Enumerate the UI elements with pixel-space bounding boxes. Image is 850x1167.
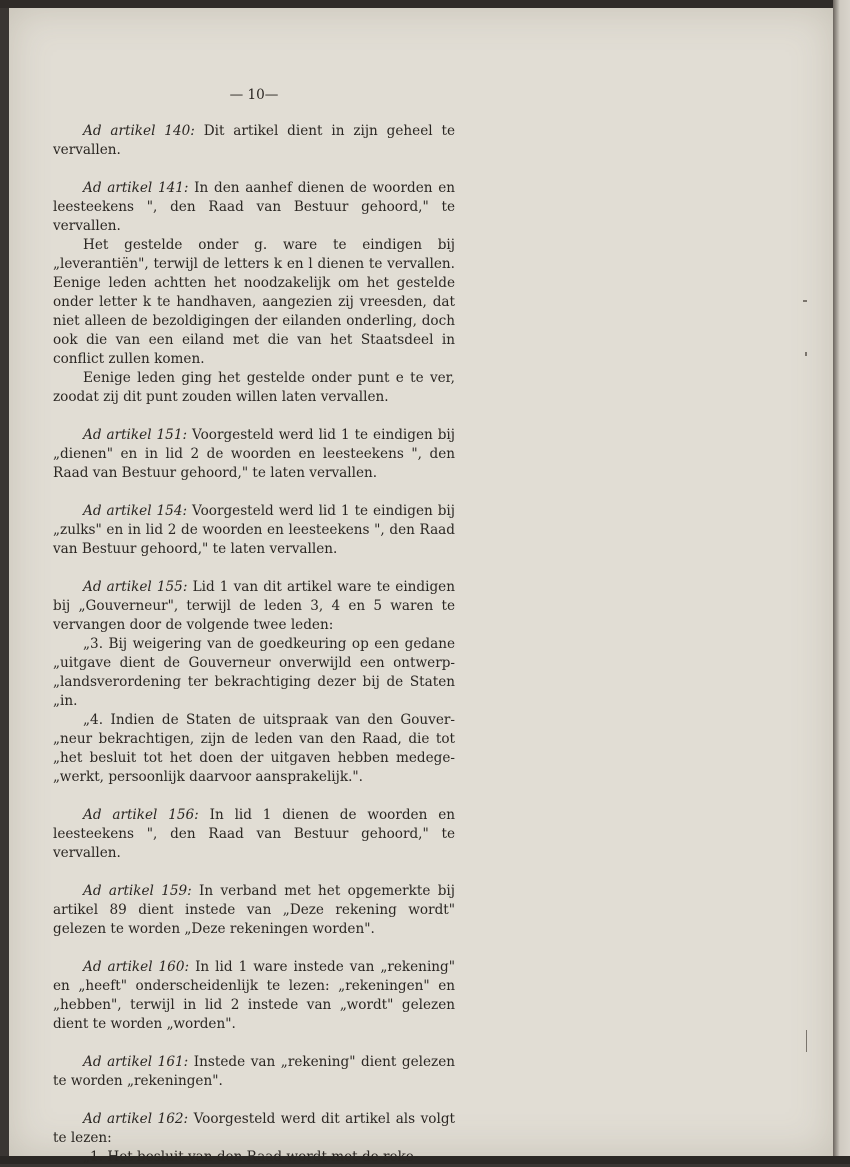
article-paragraph xyxy=(53,882,455,939)
article-reference: Ad artikel 154: xyxy=(83,503,188,519)
paragraph-text: Voorgesteld werd dit artikel als volgt te lezen: xyxy=(53,1111,455,1146)
article-reference: Ad artikel 151: xyxy=(83,427,188,443)
paragraph xyxy=(53,236,455,369)
paragraph-list xyxy=(53,122,455,1167)
paragraph xyxy=(53,369,455,407)
document-body xyxy=(53,86,455,1167)
article-paragraph xyxy=(53,578,455,635)
paragraph-text: „4. Indien de Staten de uitspraak van den Gouver- „neur bekrachtigen, zijn de leden van den Raad, die tot „het besluit tot het doen der uitgaven hebben medege- „werkt, persoonlijk daarvoor aansprakelijk.". xyxy=(53,712,455,785)
paragraph-text: Eenige leden ging het gestelde onder punt e te ver, zoodat zij dit punt zouden willen laten vervallen. xyxy=(53,370,455,405)
article-reference: Ad artikel 156: xyxy=(83,807,199,823)
margin-mark xyxy=(805,352,807,356)
margin-mark xyxy=(803,300,807,302)
article-reference: Ad artikel 162: xyxy=(83,1111,189,1127)
paragraph-text: Voorgesteld werd lid 1 te eindigen bij „zulks" en in lid 2 de woorden en leesteekens ", den Raad van Bestuur gehoord," te laten vervallen. xyxy=(53,503,455,557)
paragraph-text: „3. Bij weigering van de goedkeuring op een gedane „uitgave dient de Gouverneur onverwijld een ontwerp- „landsverordening ter bekrachtiging dezer bij de Staten „in. xyxy=(53,636,455,709)
article-paragraph xyxy=(53,958,455,1034)
page-number: — 10— xyxy=(229,87,279,103)
paragraph-text: Lid 1 van dit artikel ware te eindigen bij „Gouverneur", terwijl de leden 3, 4 en 5 waren te vervangen door de volgende twee leden: xyxy=(53,579,455,633)
paragraph-text: Instede van „rekening" dient gelezen te worden „rekeningen". xyxy=(53,1054,456,1089)
paragraph xyxy=(53,1148,455,1167)
article-paragraph xyxy=(53,502,455,559)
scan-right-edge xyxy=(833,0,850,1164)
paragraph-text: In lid 1 dienen de woorden en leesteekens ", den Raad van Bestuur gehoord," te vervallen. xyxy=(53,807,455,861)
article-reference: Ad artikel 155: xyxy=(83,579,188,595)
paragraph-text: „1. Het besluit van den Raad wordt met de reke- xyxy=(83,1149,419,1165)
article-paragraph xyxy=(53,806,455,863)
paragraph-text: In verband met het opgemerkte bij artikel 89 dient instede van „Deze rekening wordt" gelezen te worden „Deze rekeningen worden". xyxy=(53,883,455,937)
article-reference: Ad artikel 161: xyxy=(83,1054,189,1070)
paragraph-text: In den aanhef dienen de woorden en leesteekens ", den Raad van Bestuur gehoord," te vervallen. xyxy=(53,180,455,234)
paragraph xyxy=(53,635,455,711)
margin-mark xyxy=(806,1030,807,1052)
article-paragraph xyxy=(53,1110,455,1148)
paragraph-text: Voorgesteld werd lid 1 te eindigen bij „dienen" en in lid 2 de woorden en leesteekens ", den Raad van Bestuur gehoord," te laten vervallen. xyxy=(53,427,455,481)
article-reference: Ad artikel 160: xyxy=(83,959,190,975)
article-reference: Ad artikel 140: xyxy=(83,123,195,139)
scan-top-edge xyxy=(0,0,850,8)
paragraph xyxy=(53,711,455,787)
paragraph-text: Dit artikel dient in zijn geheel te vervallen. xyxy=(53,123,455,158)
article-paragraph xyxy=(53,122,455,160)
paragraph-text: In lid 1 ware instede van „rekening" en „heeft" onderscheidenlijk te lezen: „rekeningen" en „hebben", terwijl in lid 2 instede van „wordt" gelezen dient te worden „worden". xyxy=(53,959,455,1032)
paragraph-text: Het gestelde onder g. ware te eindigen bij „leverantiën", terwijl de letters k en l dienen te vervallen. Eenige leden achtten het noodzakelijk om het gestelde onder letter k te handhaven, aangezien zij vreesden, dat niet alleen de bezoldigingen der eilanden onderling, doch ook die van een eiland met die van het Staatsdeel in conflict zullen komen. xyxy=(53,237,455,367)
article-paragraph xyxy=(53,426,455,483)
article-paragraph xyxy=(53,179,455,236)
article-reference: Ad artikel 159: xyxy=(83,883,192,899)
article-reference: Ad artikel 141: xyxy=(83,180,189,196)
article-paragraph xyxy=(53,1053,455,1091)
